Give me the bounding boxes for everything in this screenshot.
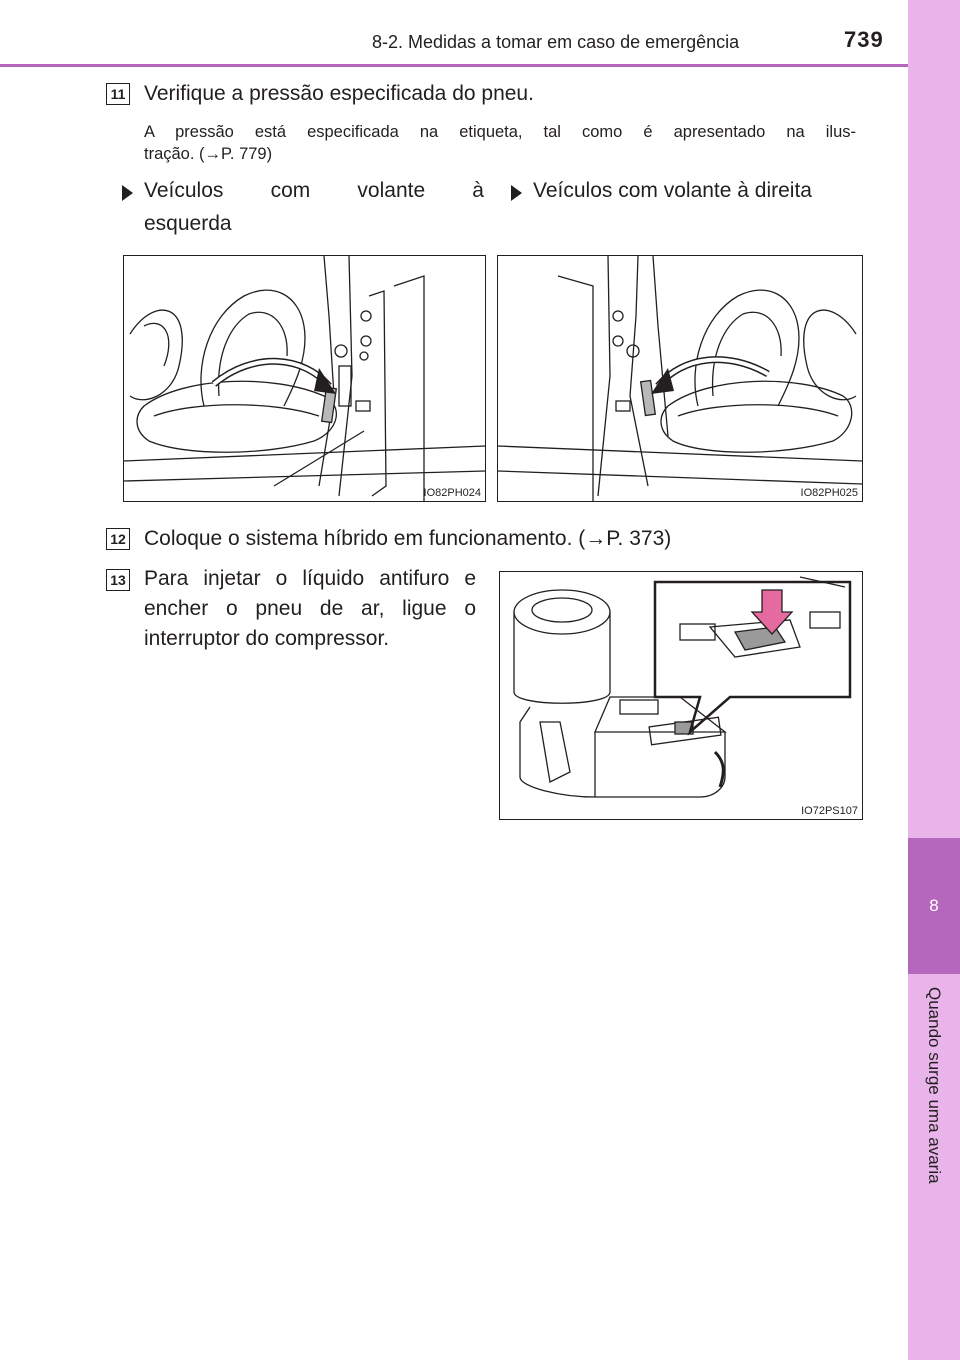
step-number-11: 11 bbox=[106, 83, 130, 105]
step-11-body-line2: tração. (→P. 779) bbox=[144, 145, 273, 163]
illustration-compressor-switch bbox=[499, 571, 863, 820]
chapter-title: Quando surge uma avaria bbox=[925, 986, 944, 1184]
step-11-title: Verifique a pressão especificada do pneu. bbox=[144, 82, 534, 105]
step-number-12: 12 bbox=[106, 528, 130, 550]
step-12-title: Coloque o sistema híbrido em funcionamento. (→P. 373) bbox=[144, 527, 672, 550]
page-number: 739 bbox=[844, 27, 884, 52]
step-number-13: 13 bbox=[106, 569, 130, 591]
step-13-title-line2: encher o pneu de ar, ligue o bbox=[144, 597, 476, 620]
section-title: 8-2. Medidas a tomar em caso de emergência bbox=[372, 32, 740, 52]
step-11-body-line1: A pressão está especificada na etiqueta, tal como é apresentado na ilus- bbox=[144, 123, 856, 141]
step-13-title-line3: interruptor do compressor. bbox=[144, 627, 390, 650]
bullet-triangle-icon bbox=[122, 185, 133, 201]
variant-left-line1: Veículos com volante à bbox=[144, 179, 484, 202]
variant-left-line2: esquerda bbox=[144, 212, 232, 235]
figure-code: IO82PH024 bbox=[423, 487, 481, 499]
chapter-number: 8 bbox=[908, 838, 960, 974]
figure-code: IO72PS107 bbox=[801, 805, 858, 817]
illustration-left-hand-drive bbox=[123, 255, 486, 502]
bullet-triangle-icon bbox=[511, 185, 522, 201]
figure-code: IO82PH025 bbox=[800, 487, 858, 499]
header-rule bbox=[0, 64, 908, 67]
illustration-right-hand-drive bbox=[497, 255, 863, 502]
step-13-title-line1: Para injetar o líquido antifuro e bbox=[144, 567, 476, 590]
variant-right: Veículos com volante à direita bbox=[533, 179, 812, 202]
